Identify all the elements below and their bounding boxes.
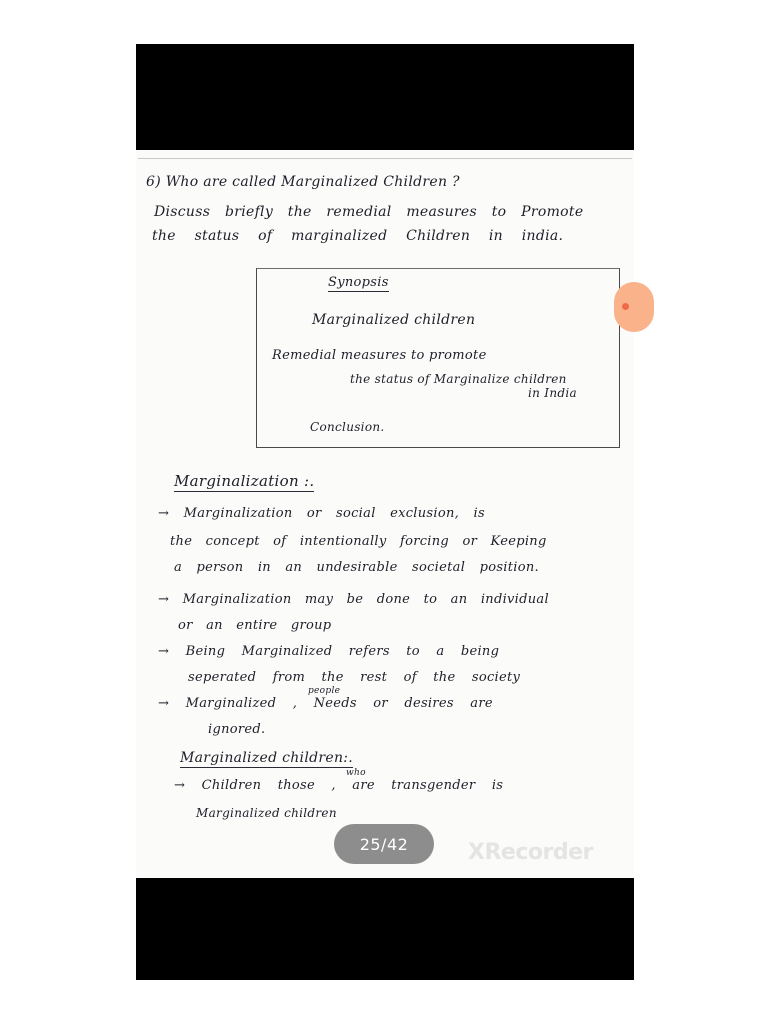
marginalization-p3-line-1: → Being Marginalized refers to a being <box>158 644 500 659</box>
marginalization-p1-line-1: → Marginalization or social exclusion, is <box>158 506 485 521</box>
synopsis-item-conclusion: Conclusion. <box>310 420 385 434</box>
marginalized-children-p1-line-1: → Children those , are transgender is <box>174 778 504 793</box>
recorder-watermark: XRecorder <box>468 840 593 865</box>
synopsis-item-remedial-line-3: in India <box>528 386 577 400</box>
synopsis-item-marginalized-children: Marginalized children <box>312 312 476 328</box>
marginalization-p3-line-2: seperated from the rest of the society <box>188 670 521 685</box>
marginalization-p4-line-2: ignored. <box>208 722 266 737</box>
notebook-page <box>136 150 634 878</box>
synopsis-item-remedial-line-1: Remedial measures to promote <box>272 348 487 363</box>
marginalization-p1-line-3: a person in an undesirable societal position. <box>174 560 539 575</box>
marginalized-children-p1-insert: who <box>346 768 366 778</box>
marginalization-heading: Marginalization :. <box>174 472 315 490</box>
question-line-1: 6) Who are called Marginalized Children ? <box>146 174 460 190</box>
marginalized-children-heading: Marginalized children:. <box>180 750 354 766</box>
page-indicator-badge: 25/42 <box>334 824 434 864</box>
synopsis-item-remedial-line-2: the status of Marginalize children <box>350 372 567 386</box>
question-line-3: the status of marginalized Children in india. <box>152 228 564 244</box>
floating-record-handle[interactable] <box>614 282 654 332</box>
marginalized-children-p1-line-2: Marginalized children <box>196 806 337 820</box>
page-top-edge <box>138 158 632 159</box>
marginalization-p4-insert: people <box>308 686 341 696</box>
marginalization-p1-line-2: the concept of intentionally forcing or Keeping <box>170 534 547 549</box>
question-line-2: Discuss briefly the remedial measures to Promote <box>154 204 584 220</box>
marginalization-p2-line-1: → Marginalization may be done to an individual <box>158 592 549 607</box>
synopsis-title: Synopsis <box>328 275 389 290</box>
marginalization-p4-line-1: → Marginalized , Needs or desires are <box>158 696 493 711</box>
record-dot-icon <box>622 303 629 310</box>
marginalization-p2-line-2: or an entire group <box>178 618 332 633</box>
